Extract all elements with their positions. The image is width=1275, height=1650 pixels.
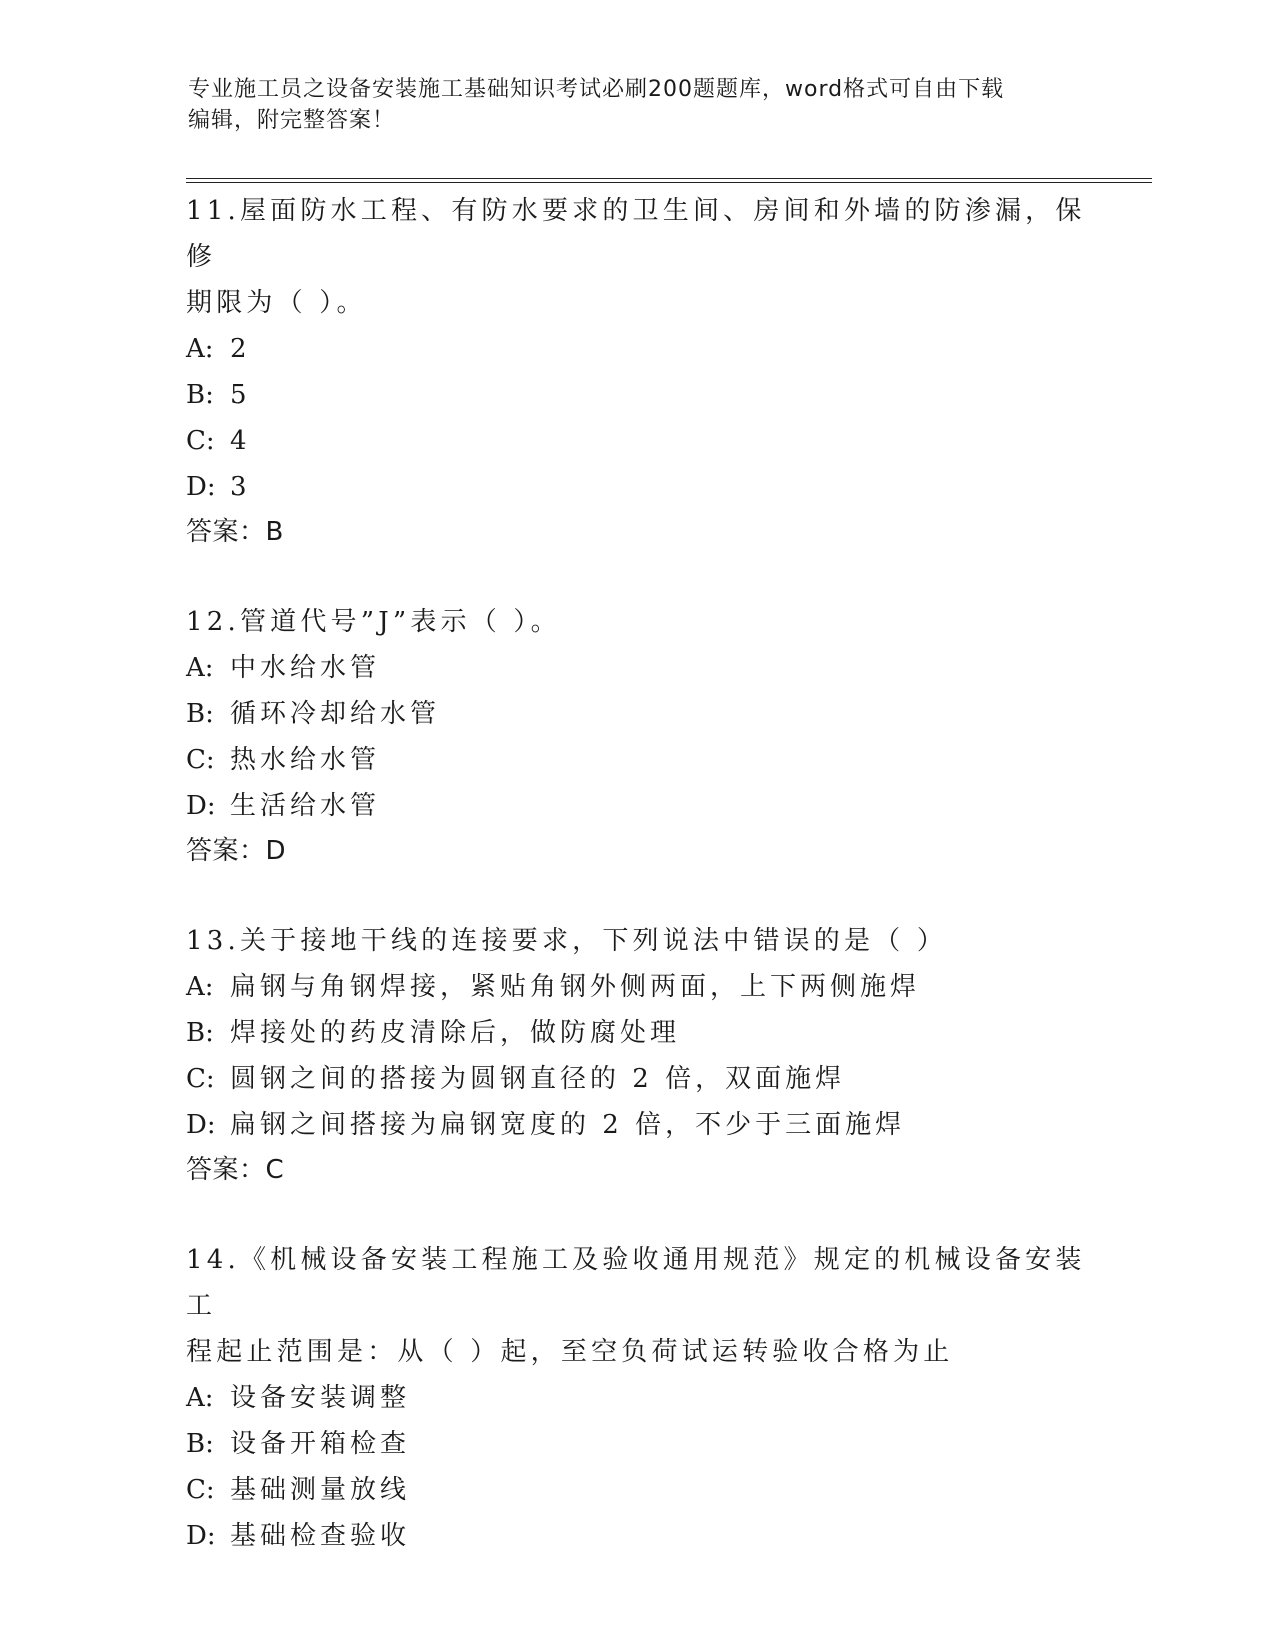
- question-stem-line: 期限为（ ）。: [186, 288, 367, 318]
- option-text: 圆钢之间的搭接为圆钢直径的 2 倍，双面施焊: [230, 1064, 846, 1094]
- option-label: A:: [186, 653, 214, 683]
- question-stem-line: 13.关于接地干线的连接要求，下列说法中错误的是（ ）: [186, 926, 948, 956]
- option-label: C:: [186, 1475, 215, 1505]
- question-stem-line: 12.管道代号”J”表示（ ）。: [186, 607, 561, 637]
- option-text: 中水给水管: [230, 653, 381, 683]
- option-c: [186, 1467, 1106, 1513]
- header-divider: [186, 178, 1152, 183]
- question-spacer: [186, 873, 1106, 918]
- option-text: 热水给水管: [230, 745, 381, 775]
- option-d: [186, 1102, 1106, 1148]
- option-label: B:: [186, 380, 214, 410]
- option-text: 3: [230, 472, 251, 502]
- option-b: [186, 691, 1106, 737]
- option-text: 2: [230, 334, 251, 364]
- header-line-1: 专业施工员之设备安装施工基础知识考试必刷200题题库，word格式可自由下载: [188, 77, 1005, 102]
- option-label: C:: [186, 1064, 215, 1094]
- answer-line: 答案：C: [186, 1155, 285, 1185]
- question-13: [186, 918, 1106, 1192]
- option-label: D:: [186, 472, 216, 502]
- option-b: [186, 372, 1106, 418]
- option-label: A:: [186, 972, 214, 1002]
- question-12: [186, 599, 1106, 873]
- option-text: 扁钢之间搭接为扁钢宽度的 2 倍，不少于三面施焊: [230, 1110, 906, 1140]
- option-label: A:: [186, 334, 214, 364]
- option-label: D:: [186, 1110, 216, 1140]
- header-line-2: 编辑，附完整答案！: [188, 108, 396, 133]
- option-c: [186, 1056, 1106, 1102]
- option-a: [186, 1375, 1106, 1421]
- option-b: [186, 1010, 1106, 1056]
- option-a: [186, 326, 1106, 372]
- question-14: [186, 1237, 1106, 1559]
- option-text: 基础测量放线: [230, 1475, 411, 1505]
- option-label: D:: [186, 1521, 216, 1551]
- option-label: D:: [186, 791, 216, 821]
- option-text: 焊接处的药皮清除后，做防腐处理: [230, 1018, 681, 1048]
- question-spacer: [186, 554, 1106, 599]
- option-text: 5: [230, 380, 251, 410]
- question-11: [186, 188, 1106, 554]
- question-stem-line: 程起止范围是：从（ ）起，至空负荷试运转验收合格为止: [186, 1337, 954, 1367]
- option-label: C:: [186, 745, 215, 775]
- option-text: 设备安装调整: [230, 1383, 411, 1413]
- question-stem-line: 11.屋面防水工程、有防水要求的卫生间、房间和外墙的防渗漏，保修: [186, 196, 1086, 272]
- option-label: A:: [186, 1383, 214, 1413]
- option-d: [186, 464, 1106, 510]
- option-text: 基础检查验收: [230, 1521, 411, 1551]
- question-spacer: [186, 1192, 1106, 1237]
- document-header: [188, 74, 1088, 136]
- option-text: 扁钢与角钢焊接，紧贴角钢外侧两面，上下两侧施焊: [230, 972, 921, 1002]
- option-label: B:: [186, 1018, 214, 1048]
- option-a: [186, 964, 1106, 1010]
- option-text: 4: [230, 426, 251, 456]
- option-label: C:: [186, 426, 215, 456]
- option-d: [186, 783, 1106, 829]
- option-c: [186, 418, 1106, 464]
- option-b: [186, 1421, 1106, 1467]
- option-label: B:: [186, 1429, 214, 1459]
- option-text: 循环冷却给水管: [230, 699, 441, 729]
- option-d: [186, 1513, 1106, 1559]
- option-c: [186, 737, 1106, 783]
- option-label: B:: [186, 699, 214, 729]
- question-stem-line: 14.《机械设备安装工程施工及验收通用规范》规定的机械设备安装工: [186, 1245, 1086, 1321]
- question-list: [186, 188, 1106, 1559]
- option-text: 生活给水管: [230, 791, 381, 821]
- answer-line: 答案：B: [186, 517, 284, 547]
- option-text: 设备开箱检查: [230, 1429, 411, 1459]
- answer-line: 答案：D: [186, 836, 287, 866]
- option-a: [186, 645, 1106, 691]
